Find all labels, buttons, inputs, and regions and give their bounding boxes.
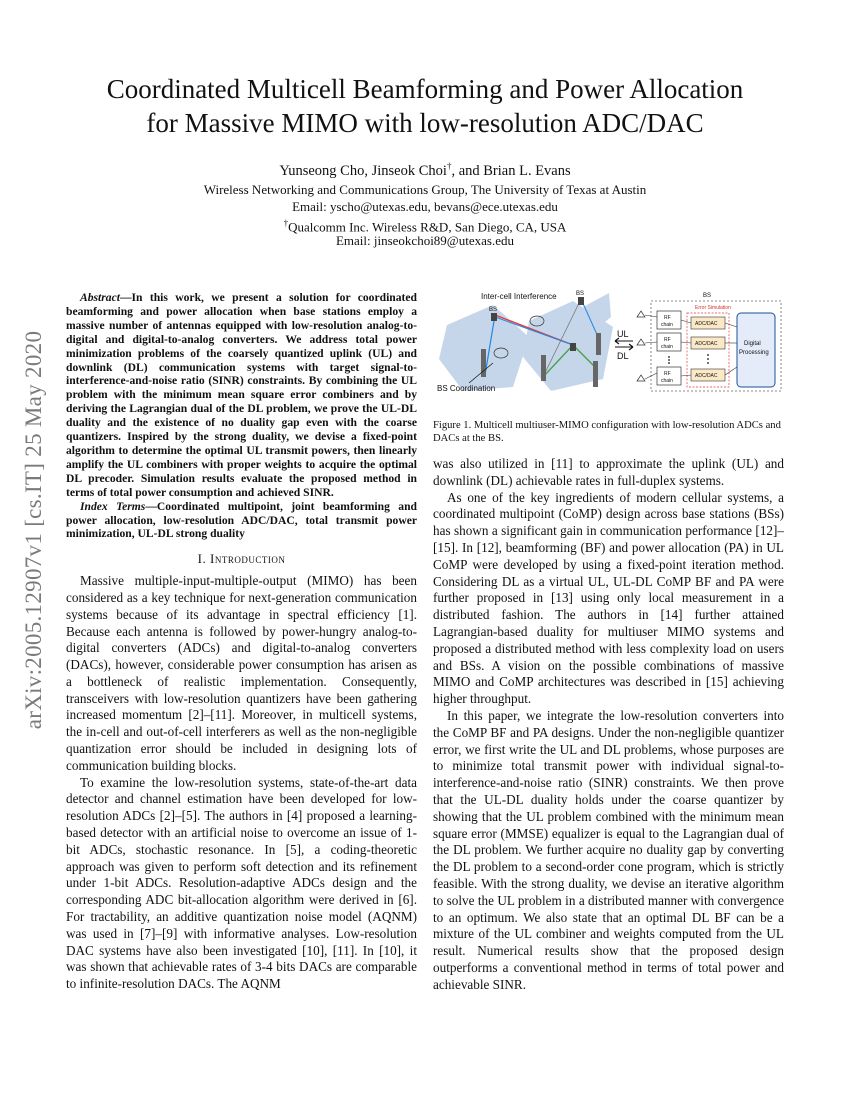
intro-paragraph-1: Massive multiple-input-multiple-output (MIMO) has been considered as a key technique for next-generation communication systems because of its advantage in spectral efficiency [1]. Because each antenna is followed by power-hungry analog-to-digital converters (ADCs) and digital-to-analog converters (DACs), however, considerable power consumption has arisen as a bottleneck of realistic implementation. Consequently, transceivers with low-resolution quantizers have been gathering increased momentum [2]–[11]. Moreover, in multicell systems, the in-cell and out-of-cell interferers as well as the non-negligible quantization error should be included in designing lots of communication building blocks.: [66, 573, 417, 773]
figure-diagram: [433, 287, 784, 407]
title-line-1: Coordinated Multicell Beamforming and Power Allocation: [106, 74, 744, 104]
base-station-middle: [570, 343, 576, 351]
section-heading-introduction: I. Introduction: [197, 551, 286, 567]
svg-text:ADC/DAC: ADC/DAC: [695, 321, 718, 327]
paper-title: [80, 72, 770, 140]
base-station-left: [491, 313, 497, 321]
svg-text:Processing: Processing: [739, 350, 769, 356]
cell-hexagon-left: [439, 305, 529, 391]
right-paragraph-1: was also utilized in [11] to approximate the uplink (UL) and downlink (DL) achievable rates in full-duplex systems.: [433, 456, 784, 488]
right-column: [433, 456, 784, 994]
label-dl: DL: [617, 351, 629, 361]
label-bs-left: BS: [489, 307, 498, 313]
svg-text:chain: chain: [661, 322, 673, 328]
figure-1: [433, 287, 784, 452]
email-2: Email: jinseokchoi89@utexas.edu: [335, 233, 515, 248]
svg-text:chain: chain: [661, 344, 673, 350]
svg-text:RF: RF: [664, 371, 671, 377]
right-paragraph-3: In this paper, we integrate the low-resolution converters into the CoMP BF and PA designs. Under the non-negligible quantizer error, we first write the UL and DL problems, whose purposes are to minimize total transmit power with individual signal-to-interference-and-noise ratio (SINR) constraints. We then prove that the UL-DL duality holds under the coarse quantizer by showing that the UL problem combined with the minimum mean square error (MMSE) equalizer is equal to the Lagrangian dual of the DL problem. We further acquire no duality gap by converting the DL problem to a second-order cone program, which is strictly feasible. With the strong duality, we devise an iterative algorithm to solve the UL problem in a distributed manner with convergence to an optimum. We also state that an optimal DL BF can be a mixture of the UL combiner and weights computed from the UL result. Numerical results show that the proposed design outperforms a conventional method in terms of total power and achievable SINR.: [433, 707, 784, 992]
label-bs-right: BS: [576, 291, 585, 297]
svg-text:ADC/DAC: ADC/DAC: [695, 373, 718, 379]
index-terms: Index Terms—Coordinated multipoint, joint beamforming and power allocation, low-resolution ADC/DAC, total transmit power minimization, UL-DL strong duality: [66, 499, 417, 541]
label-inter-cell-interference: Inter-cell Interference: [481, 292, 557, 301]
user-terminal: [541, 355, 546, 381]
label-bs-transceiver: BS: [703, 293, 712, 299]
abstract: Abstract—In this work, we present a solution for coordinated beamforming and power allocation when base stations employ a massive number of antennas equipped with low-resolution analog-to-digital and digital-to-analog converters. We address total power minimization problems of the coarsely quantized uplink (UL) and downlink (DL) communication systems with target signal-to-interference-and-noise ratio (SINR) constraints. By combining the UL problem with the minimum mean square error combiners and by deriving the Lagrangian dual of the DL problem, we prove the UL-DL duality and the existence of no duality gap even with the coarse quantizers. Inspired by the strong duality, we devise a fixed-point algorithm to determine the optimal UL transmit powers, then linearly amplify the UL combiners with proper weights to acquire the optimal DL precoder. Simulation results evaluate the proposed method in terms of total power consumption and achieved SINR.: [66, 291, 417, 499]
label-bs-coordination: BS Coordination: [437, 384, 496, 393]
label-ul: UL: [617, 329, 629, 339]
svg-text:ADC/DAC: ADC/DAC: [695, 341, 718, 347]
svg-text:chain: chain: [661, 378, 673, 384]
arxiv-identifier: arXiv:2005.12907v1 [cs.IT] 25 May 2020: [21, 330, 46, 730]
svg-text:RF: RF: [664, 337, 671, 343]
user-terminal: [596, 333, 601, 355]
right-paragraph-2: As one of the key ingredients of modern cellular systems, a coordinated multipoint (CoMP) design across base stations (BSs) has shown a significant gain in communication performance [12]–[15]. In [12], beamforming (BF) and power allocation (PA) in UL CoMP were developed by using a fixed-point iteration method. Considering DL as a virtual UL, UL-DL CoMP BF and PA were further proposed in [13] using only local measurement in a distributed fashion. The authors in [14] further attained Lagrangian-based duality for multiuser MIMO systems and proposed a distributed method with less complexity load on users and BSs. A vision on the possible combinations of massive MIMO and CoMP architectures was described in [15] achieving higher throughput.: [433, 489, 784, 707]
title-line-2: for Massive MIMO with low-resolution ADC/DAC: [146, 108, 704, 138]
svg-text:Digital: Digital: [744, 341, 761, 347]
left-column: [66, 291, 417, 993]
affiliation-1: Wireless Networking and Communications Group, The University of Texas at Austin: [203, 182, 647, 197]
base-station-right: [578, 297, 584, 305]
intro-paragraph-2: To examine the low-resolution systems, state-of-the-art data detector and channel estimation have been developed for low-resolution ADCs [2]–[5]. The authors in [4] proposed a learning-based detector with an artificial noise to overcome an issue of 1-bit ADCs, stochastic resonance. In [5], a coding-theoretic approach was given to perform soft detection and its refinement under 1-bit ADCs. Resolution-adaptive ADCs design and the corresponding ADC bit-allocation algorithm were derived in [6]. For tractability, an additive quantization noise model (AQNM) was used in [7]–[9] with informative analyses. Low-resolution DAC systems have also been investigated [10], [11]. In [10], it was shown that achievable rates of 3-4 bits DACs are comparable to infinite-resolution DACs. The AQNM: [66, 774, 417, 992]
figure-caption: Figure 1. Multicell multiuser-MIMO configuration with low-resolution ADCs and DACs at the BS.: [433, 420, 781, 444]
user-terminal: [593, 361, 598, 387]
affiliation-2: †Qualcomm Inc. Wireless R&D, San Diego, CA, USA: [283, 218, 567, 235]
label-error-simulation: Error Simulation: [695, 305, 731, 311]
authors: Yunseong Cho, Jinseok Choi†, and Brian L. Evans: [279, 161, 571, 179]
email-1: Email: yscho@utexas.edu, bevans@ece.utexas.edu: [292, 199, 558, 214]
svg-text:RF: RF: [664, 315, 671, 321]
